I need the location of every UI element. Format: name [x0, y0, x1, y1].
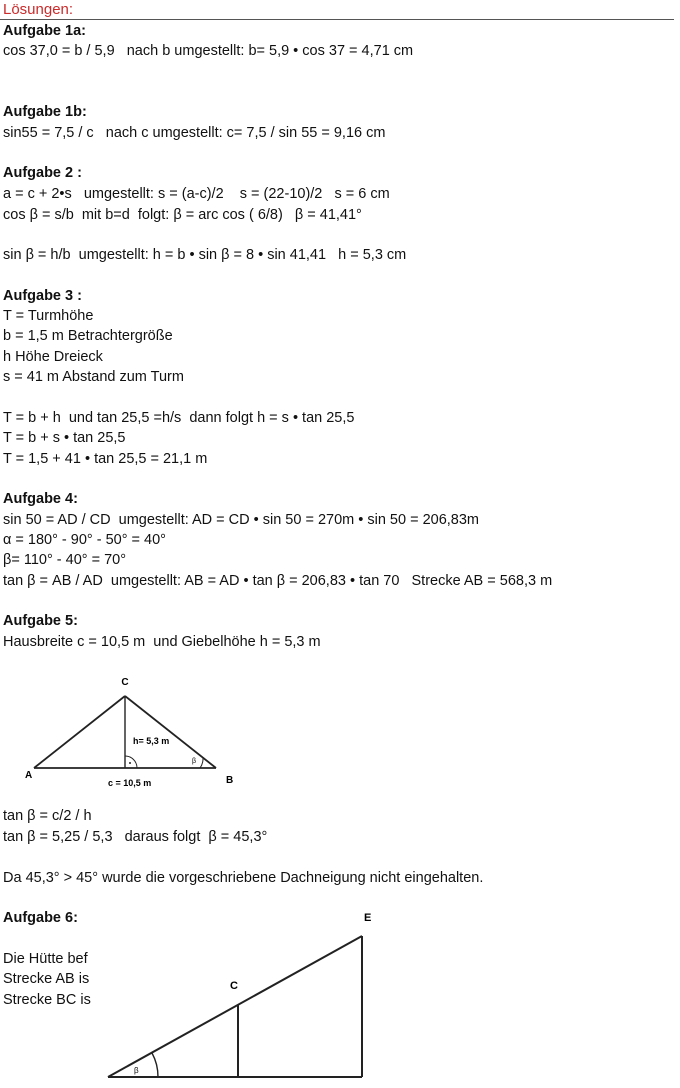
aufgabe-4-line-2: α = 180° - 90° - 50° = 40°: [3, 532, 166, 548]
solutions-header: [0, 0, 674, 20]
label-beta: β: [192, 758, 197, 765]
aufgabe-4-line-4: tan β = AB / AD umgestellt: AB = AD • tan β = 206,83 • tan 70 Strecke AB = 568,3 m: [3, 573, 553, 589]
label-base: c = 10,5 m: [108, 778, 152, 788]
aufgabe-2-line-3: sin β = h/b umgestellt: h = b • sin β = 8 • sin 41,41 h = 5,3 cm: [3, 247, 407, 263]
aufgabe-6-line-3: Strecke BC is: [3, 992, 91, 1008]
aufgabe-3-line-1: T = Turmhöhe: [3, 308, 94, 324]
label-a: A: [25, 770, 33, 781]
aufgabe-3-line-4: s = 41 m Abstand zum Turm: [3, 369, 184, 385]
beta-arc: [200, 758, 203, 768]
label-b: B: [226, 775, 234, 786]
label-c: C: [230, 980, 238, 992]
aufgabe-3-line-5: T = b + h und tan 25,5 =h/s dann folgt h = s • tan 25,5: [3, 410, 355, 426]
aufgabe-3-line-6: T = b + s • tan 25,5: [3, 430, 126, 446]
label-h: h= 5,3 m: [133, 736, 170, 746]
side-ac: [34, 696, 125, 768]
label-beta: β: [134, 1066, 139, 1075]
label-c: C: [121, 677, 129, 688]
aufgabe-1a-line-1: cos 37,0 = b / 5,9 nach b umgestellt: b= 5,9 • cos 37 = 4,71 cm: [3, 43, 414, 59]
heading-aufgabe-6: Aufgabe 6:: [3, 910, 78, 926]
heading-aufgabe-4: Aufgabe 4:: [3, 491, 78, 507]
aufgabe-5-line-2: tan β = c/2 / h: [3, 808, 92, 824]
right-angle-dot: [129, 762, 131, 764]
aufgabe-1b-line-1: sin55 = 7,5 / c nach c umgestellt: c= 7,5 / sin 55 = 9,16 cm: [3, 125, 386, 141]
heading-aufgabe-3: Aufgabe 3 :: [3, 288, 82, 304]
heading-aufgabe-5: Aufgabe 5:: [3, 613, 78, 629]
right-angle-arc: [125, 756, 137, 768]
hut-triangle-figure: [100, 905, 390, 1085]
aufgabe-5-line-1: Hausbreite c = 10,5 m und Giebelhöhe h = 5,3 m: [3, 634, 321, 650]
aufgabe-6-line-1: Die Hütte bef: [3, 951, 88, 967]
aufgabe-5-line-4: Da 45,3° > 45° wurde die vorgeschriebene Dachneigung nicht eingehalten.: [3, 870, 484, 886]
heading-aufgabe-1b: Aufgabe 1b:: [3, 104, 87, 120]
aufgabe-4-line-3: β= 110° - 40° = 70°: [3, 552, 127, 568]
heading-aufgabe-2: Aufgabe 2 :: [3, 165, 82, 181]
label-e: E: [364, 912, 372, 924]
gable-triangle-figure: [0, 665, 260, 800]
side-cb: [125, 696, 216, 768]
aufgabe-4-line-1: sin 50 = AD / CD umgestellt: AD = CD • sin 50 = 270m • sin 50 = 206,83m: [3, 512, 480, 528]
aufgabe-5-line-3: tan β = 5,25 / 5,3 daraus folgt β = 45,3°: [3, 829, 268, 845]
aufgabe-6-line-2: Strecke AB is: [3, 971, 90, 987]
aufgabe-2-line-1: a = c + 2•s umgestellt: s = (a-c)/2 s = (22-10)/2 s = 6 cm: [3, 186, 390, 202]
heading-aufgabe-1a: Aufgabe 1a:: [3, 23, 86, 39]
aufgabe-3-line-3: h Höhe Dreieck: [3, 349, 103, 365]
solutions-title: Lösungen:: [3, 1, 74, 18]
aufgabe-2-line-2: cos β = s/b mit b=d folgt: β = arc cos ( 6/8) β = 41,41°: [3, 207, 362, 223]
aufgabe-3-line-2: b = 1,5 m Betrachtergröße: [3, 328, 173, 344]
aufgabe-3-line-7: T = 1,5 + 41 • tan 25,5 = 21,1 m: [3, 451, 208, 467]
